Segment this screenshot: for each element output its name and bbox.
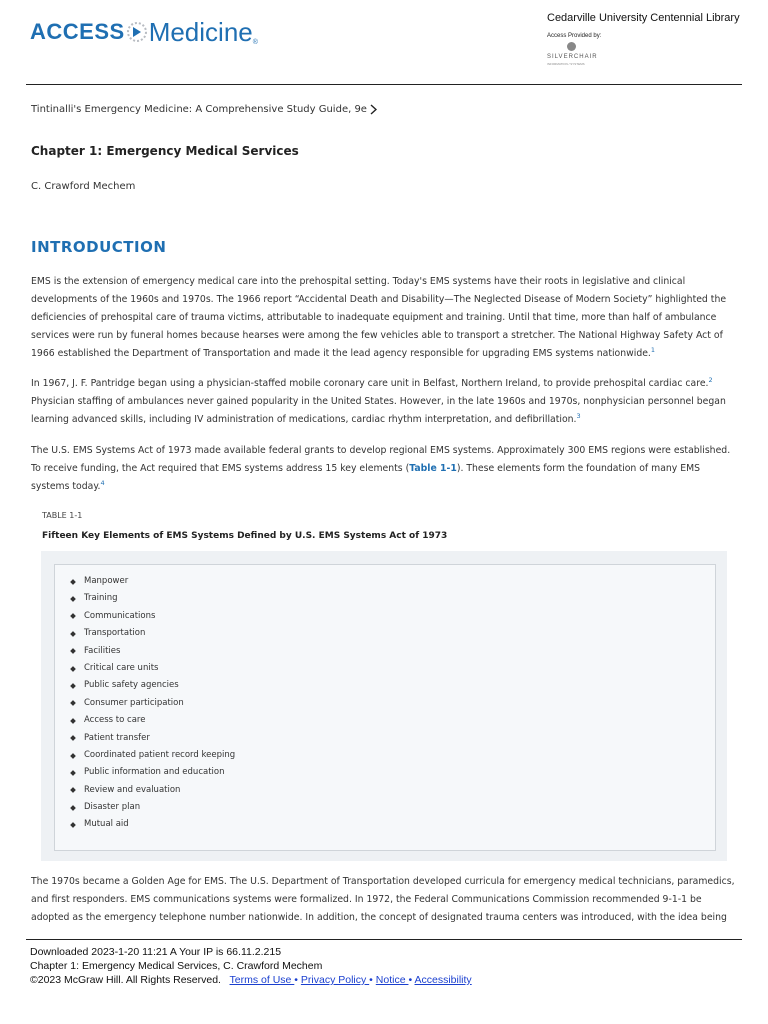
logo-gear-icon <box>126 21 148 43</box>
author-name: C. Crawford Mechem <box>31 181 136 192</box>
globe-icon <box>567 42 576 51</box>
logo-access-text: ACCESS <box>30 19 125 44</box>
footer-divider <box>26 939 742 940</box>
footer-links-row <box>30 973 472 987</box>
bullet-icon <box>70 614 76 620</box>
accessibility-link[interactable]: Accessibility <box>414 974 472 986</box>
list-item <box>71 695 235 712</box>
paragraph-1 <box>31 273 737 363</box>
list-item-text: Mutual aid <box>84 819 129 830</box>
breadcrumb[interactable] <box>31 104 377 115</box>
bullet-icon <box>70 718 76 724</box>
reference-link[interactable]: 1 <box>650 345 656 354</box>
key-elements-list <box>71 573 235 834</box>
list-item-text: Public safety agencies <box>84 680 179 691</box>
list-item <box>71 573 235 590</box>
reference-link[interactable]: 4 <box>100 478 105 487</box>
list-item-text: Public information and education <box>84 767 225 778</box>
provider-name: SILVERCHAIR <box>547 54 598 60</box>
bullet-icon <box>70 666 76 672</box>
reference-link[interactable]: 2 <box>708 375 713 384</box>
bullet-icon <box>70 701 76 707</box>
citation-text: Chapter 1: Emergency Medical Services, C. Crawford Mechem <box>30 960 323 972</box>
bullet-icon <box>70 822 76 828</box>
list-item-text: Facilities <box>84 645 121 656</box>
list-item <box>71 643 235 660</box>
list-item-text: Communications <box>84 610 156 621</box>
table-label: TABLE 1-1 <box>42 511 83 520</box>
bullet-icon <box>70 596 76 602</box>
page-footer <box>30 945 472 987</box>
bullet-icon <box>70 683 76 689</box>
bullet-icon <box>70 631 76 637</box>
list-item-text: Disaster plan <box>84 802 141 813</box>
logo-registered-mark: ® <box>252 39 258 46</box>
access-provided-label: Access Provided by: <box>547 33 602 39</box>
terms-of-use-link[interactable]: Terms of Use <box>229 974 295 986</box>
bullet-icon <box>70 579 76 585</box>
list-item-text: Consumer participation <box>84 697 184 708</box>
list-item-text: Transportation <box>84 628 146 639</box>
notice-link[interactable]: Notice <box>375 974 409 986</box>
bullet-icon <box>70 648 76 654</box>
list-item <box>71 677 235 694</box>
separator: • <box>408 974 413 986</box>
list-item <box>71 625 235 642</box>
list-item-text: Patient transfer <box>84 732 150 743</box>
bullet-icon <box>70 805 76 811</box>
silverchair-logo <box>547 42 607 66</box>
list-item <box>71 712 235 729</box>
list-item-text: Coordinated patient record keeping <box>84 749 236 760</box>
list-item <box>71 730 235 747</box>
download-info: Downloaded 2023-1-20 11:21 A Your IP is 66.11.2.215 <box>30 946 282 958</box>
list-item <box>71 747 235 764</box>
list-item <box>71 782 235 799</box>
list-item <box>71 799 235 816</box>
provider-subtitle: INFORMATION / SYSTEMS <box>547 62 585 66</box>
library-name: Cedarville University Centennial Library <box>547 12 740 24</box>
paragraph-4-text: The 1970s became a Golden Age for EMS. The U.S. Department of Transportation developed curricula for emergency medical technicians, paramedics, and first responders. EMS communications systems were formalized. In 1972, the Federal Communications Commission recommended 9-1-1 be adopted as the emergency telephone number nationwide. In addition, the concept of designated trauma centers was introduced, with the idea being <box>31 876 735 923</box>
bullet-icon <box>70 753 76 759</box>
bullet-icon <box>70 788 76 794</box>
list-item-text: Critical care units <box>84 662 159 673</box>
separator: • <box>294 974 298 986</box>
paragraph-2 <box>31 375 737 429</box>
paragraph-2-text-b: Physician staffing of ambulances never gained popularity in the United States. However, in the late 1960s and 1970s, nonphysician personnel began learning advanced skills, including IV administration of medications, cardiac rhythm interpretation, and defibrillation. <box>31 396 726 425</box>
chevron-right-icon <box>370 104 377 115</box>
paragraph-3 <box>31 442 737 496</box>
paragraph-1-text: EMS is the extension of emergency medical care into the prehospital setting. Today's EMS systems have their roots in legislative and clinical developments of the 1960s and 1970s. The 1966 report “Accidental Death and Disability—The Neglected Disease of Modern Society” highlighted the deficiencies of prehospital care of trauma victims, attributable to inadequate equipment and training. Until that time, more than half of ambulance services were run by funeral homes because hearses were among the few vehicles able to transport a stretcher. The National Highway Safety Act of 1966 established the Department of Transportation and made it the lead agency responsible for upgrading EMS systems nationwide. <box>31 276 727 359</box>
list-item <box>71 590 235 607</box>
separator: • <box>369 974 373 986</box>
table-title: Fifteen Key Elements of EMS Systems Defined by U.S. EMS Systems Act of 1973 <box>42 531 448 541</box>
copyright-text: ©2023 McGraw Hill. All Rights Reserved. <box>30 974 221 986</box>
list-item <box>71 816 235 833</box>
bullet-icon <box>70 735 76 741</box>
logo-medicine-text: Medicine <box>148 16 253 47</box>
accessmedicine-logo[interactable] <box>30 12 258 52</box>
breadcrumb-book-title[interactable]: Tintinalli's Emergency Medicine: A Comprehensive Study Guide, 9e <box>31 104 367 115</box>
section-heading: INTRODUCTION <box>31 238 167 256</box>
bullet-icon <box>70 770 76 776</box>
list-item-text: Access to care <box>84 715 146 726</box>
paragraph-3-text-b: ). These elements form the foundation of many EMS systems today. <box>31 463 701 492</box>
paragraph-2-text-a: In 1967, J. F. Pantridge began using a physician-staffed mobile coronary care unit in Belfast, Northern Ireland, to provide prehospital cardiac care. <box>31 378 709 389</box>
list-item-text: Manpower <box>84 576 129 586</box>
paragraph-4 <box>31 873 737 927</box>
chapter-title: Chapter 1: Emergency Medical Services <box>31 144 299 158</box>
list-item-text: Review and evaluation <box>84 784 181 795</box>
list-item <box>71 608 235 625</box>
list-item <box>71 764 235 781</box>
paragraph-3-text-a: The U.S. EMS Systems Act of 1973 made available federal grants to develop regional EMS systems. Approximately 300 EMS regions were established. To receive funding, the Act required that EMS systems address 15 key elements ( <box>31 445 731 474</box>
header-divider <box>26 84 742 85</box>
table-container <box>41 551 727 861</box>
privacy-policy-link[interactable]: Privacy Policy <box>300 974 370 986</box>
reference-link[interactable]: 3 <box>576 411 581 420</box>
list-item-text: Training <box>84 593 118 604</box>
table-link[interactable]: Table 1-1 <box>409 463 457 474</box>
list-item <box>71 660 235 677</box>
site-header <box>0 0 768 84</box>
table-body <box>54 564 716 851</box>
